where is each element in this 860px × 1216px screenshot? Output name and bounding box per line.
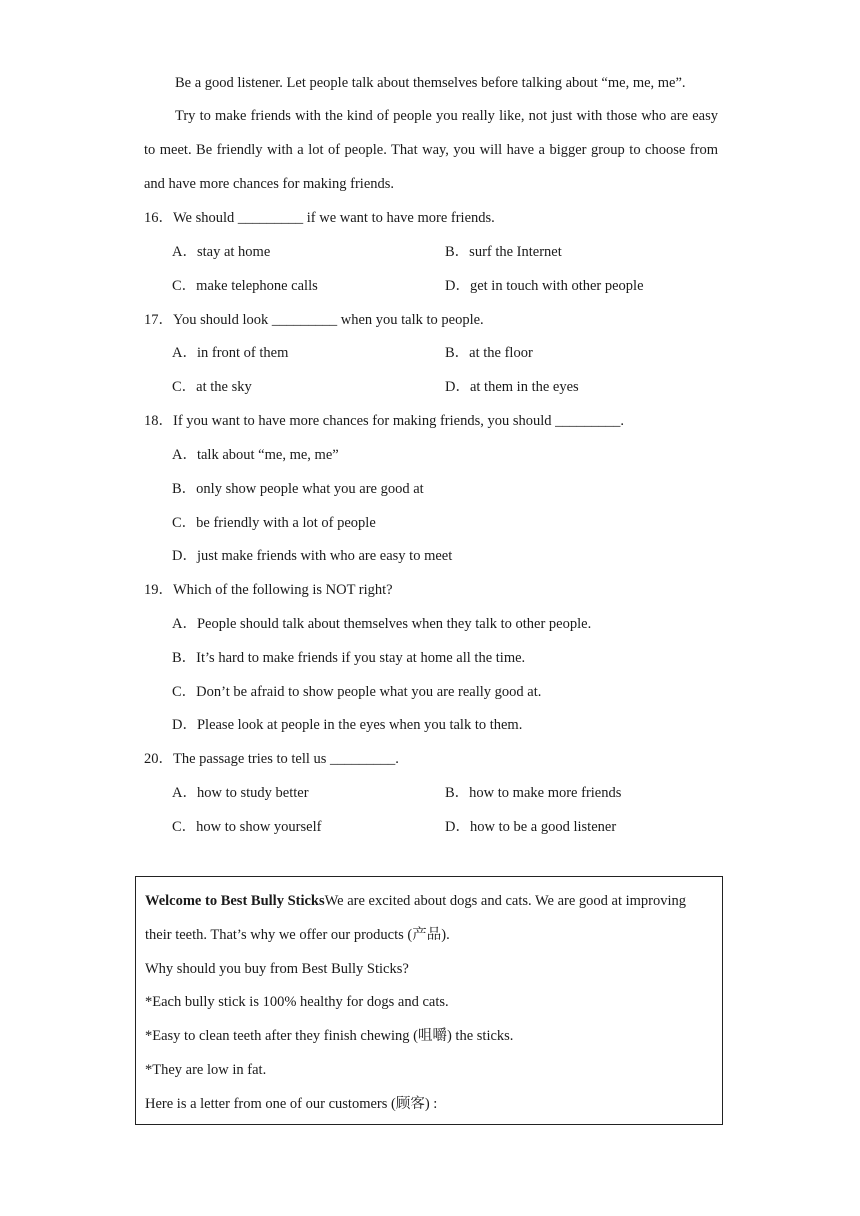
- ad-line-7: Here is a letter from one of our customers (顾客) :: [145, 1096, 438, 1112]
- question-20-stem: 20．The passage tries to tell us _________.: [144, 751, 399, 767]
- question-16-stem: 16．We should _________ if we want to have more friends.: [144, 210, 495, 226]
- advertisement-box: [135, 876, 723, 1125]
- question-20-option-b[interactable]: B．how to make more friends: [445, 785, 622, 801]
- ad-line-4: *Each bully stick is 100% healthy for dogs and cats.: [145, 994, 449, 1010]
- question-18-stem: 18．If you want to have more chances for making friends, you should _________.: [144, 413, 625, 429]
- question-17-option-d[interactable]: D．at them in the eyes: [445, 379, 579, 395]
- question-18-option-b[interactable]: B．only show people what you are good at: [172, 481, 424, 497]
- ad-line-6: *They are low in fat.: [145, 1062, 267, 1078]
- question-18-option-c[interactable]: C．be friendly with a lot of people: [172, 515, 376, 531]
- passage-paragraph-2-text: Try to make friends with the kind of people you really like, not just with those who are easy to meet. Be friendly with a lot of people. That way, you will have a bigger group to choose from and have more chances for making friends.: [144, 108, 718, 192]
- question-16-option-d[interactable]: D．get in touch with other people: [445, 278, 644, 294]
- ad-title: Welcome to Best Bully Sticks: [145, 893, 325, 909]
- question-18-option-d[interactable]: D．just make friends with who are easy to meet: [172, 548, 453, 564]
- question-19-option-b[interactable]: B．It’s hard to make friends if you stay at home all the time.: [172, 650, 526, 666]
- question-16-option-c[interactable]: C．make telephone calls: [172, 278, 318, 294]
- passage-paragraph-2: [144, 99, 718, 201]
- ad-line-1: [145, 891, 686, 911]
- passage-paragraph-1: Be a good listener. Let people talk about themselves before talking about “me, me, me”.: [175, 75, 686, 91]
- question-17-option-a[interactable]: A．in front of them: [172, 345, 289, 361]
- question-17-option-b[interactable]: B．at the floor: [445, 345, 533, 361]
- question-20-option-c[interactable]: C．how to show yourself: [172, 819, 322, 835]
- question-20-option-a[interactable]: A．how to study better: [172, 785, 309, 801]
- ad-line-3: Why should you buy from Best Bully Sticks?: [145, 961, 409, 977]
- ad-line-2: their teeth. That’s why we offer our products (产品).: [145, 927, 450, 943]
- question-17-option-c[interactable]: C．at the sky: [172, 379, 252, 395]
- question-16-option-b[interactable]: B．surf the Internet: [445, 244, 562, 260]
- ad-intro: We are excited about dogs and cats. We are good at improving: [324, 893, 687, 909]
- question-18-option-a[interactable]: A．talk about “me, me, me”: [172, 447, 339, 463]
- question-19-option-a[interactable]: A．People should talk about themselves when they talk to other people.: [172, 616, 592, 632]
- question-19-option-d[interactable]: D．Please look at people in the eyes when you talk to them.: [172, 717, 523, 733]
- question-17-stem: 17．You should look _________ when you talk to people.: [144, 312, 484, 328]
- ad-line-5: *Easy to clean teeth after they finish chewing (咀嚼) the sticks.: [145, 1028, 514, 1044]
- question-16-option-a[interactable]: A．stay at home: [172, 244, 271, 260]
- question-19-option-c[interactable]: C．Don’t be afraid to show people what you are really good at.: [172, 684, 542, 700]
- question-19-stem: 19．Which of the following is NOT right?: [144, 582, 393, 598]
- question-20-option-d[interactable]: D．how to be a good listener: [445, 819, 617, 835]
